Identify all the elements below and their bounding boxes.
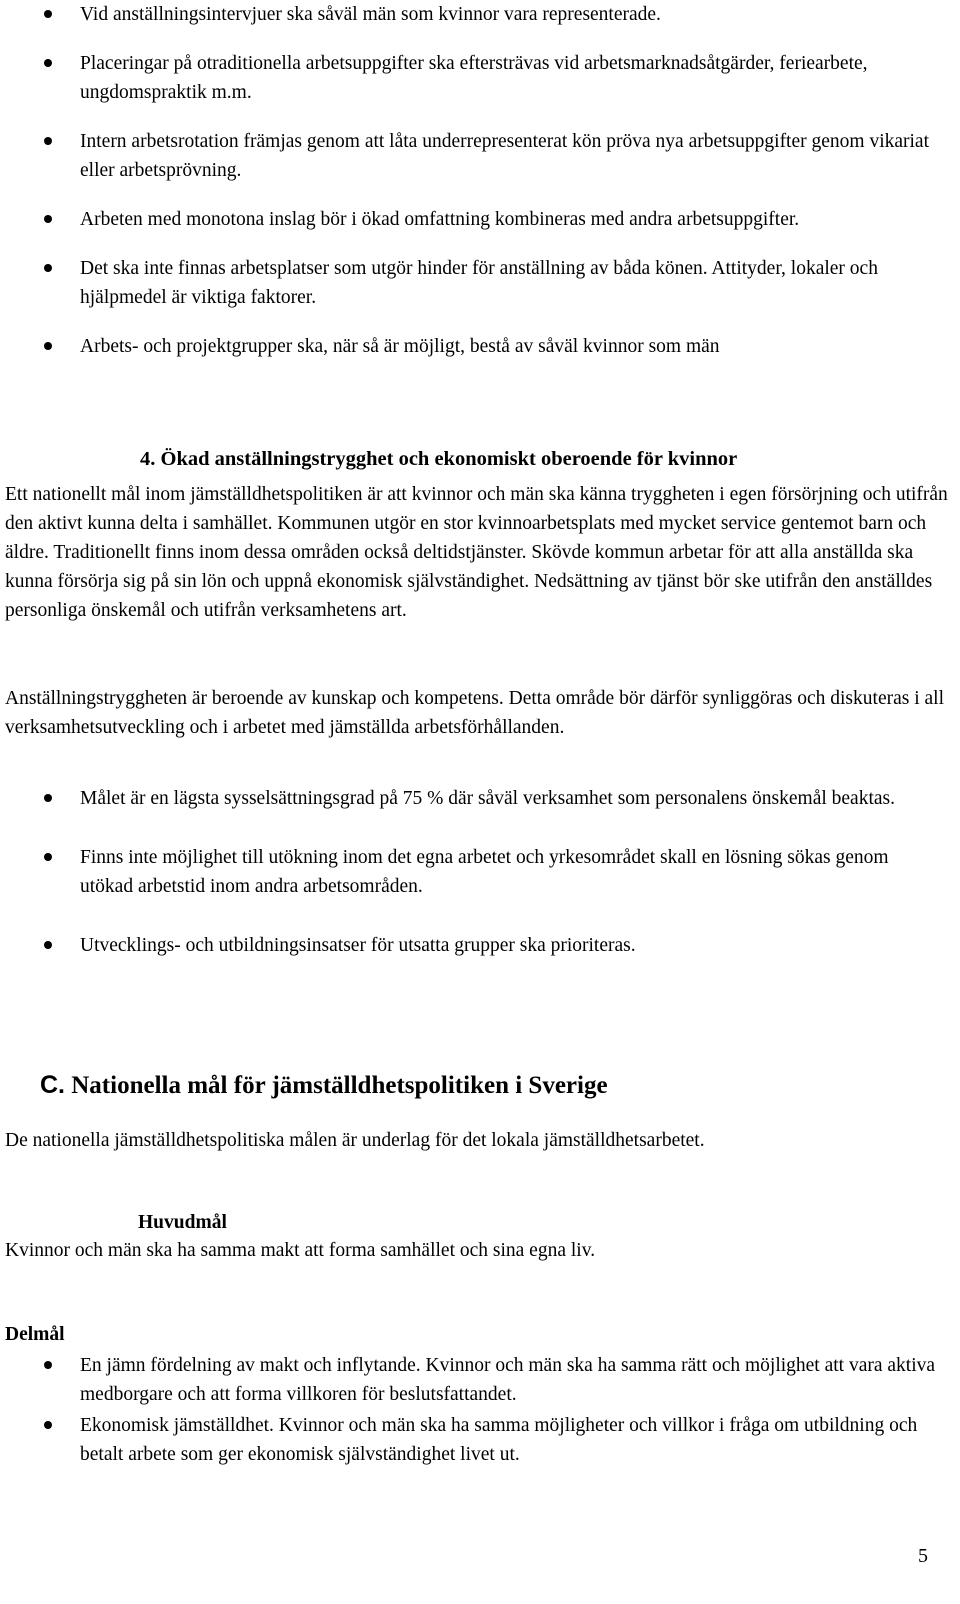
list-item xyxy=(0,931,950,960)
huvudmal-heading: Huvudmål xyxy=(138,1212,227,1233)
list-item-text: Vid anställningsintervjuer ska såväl män som kvinnor vara representerade. xyxy=(80,4,661,25)
list-item-text: Arbeten med monotona inslag bör i ökad omfattning kombineras med andra arbetsuppgifter. xyxy=(80,209,800,230)
list-item-text: Finns inte möjlighet till utökning inom det egna arbetet och yrkesområdet skall en lösning sökas genom utökad arbetstid inom andra arbetsområden. xyxy=(80,847,889,897)
list-item-text: Placeringar på otraditionella arbetsuppgifter ska eftersträvas vid arbetsmarknadsåtgärder, feriearbete, ungdomspraktik m.m. xyxy=(80,53,868,103)
list-item-text: Utvecklings- och utbildningsinsatser för utsatta grupper ska prioriteras. xyxy=(80,935,636,956)
bullet-icon xyxy=(44,137,52,145)
page-number: 5 xyxy=(918,1545,928,1567)
section-c-title: Nationella mål för jämställdhetspolitiken i Sverige xyxy=(71,1072,608,1099)
list-item xyxy=(0,1351,950,1409)
list-item-text: Det ska inte finnas arbetsplatser som utgör hinder för anställning av båda könen. Attityder, lokaler och hjälpmedel är viktiga faktorer. xyxy=(80,258,878,308)
list-item-text: Intern arbetsrotation främjas genom att låta underrepresenterat kön pröva nya arbetsuppgifter genom vikariat eller arbetsprövning. xyxy=(80,131,930,181)
bullet-icon xyxy=(44,215,52,223)
bullet-icon xyxy=(44,1421,52,1429)
list-item xyxy=(0,254,950,312)
delmal-heading: Delmål xyxy=(5,1324,65,1345)
delmal-bullet-list xyxy=(0,1351,950,1471)
bullet-icon xyxy=(44,264,52,272)
list-item xyxy=(0,332,950,361)
list-item xyxy=(0,784,950,813)
bullet-icon xyxy=(44,794,52,802)
list-item-text: Målet är en lägsta sysselsättningsgrad på 75 % där såväl verksamhet som personalens önskemål beaktas. xyxy=(80,788,895,809)
list-item xyxy=(0,127,950,185)
section-c-intro: De nationella jämställdhetspolitiska målen är underlag för det lokala jämställdhetsarbetet. xyxy=(5,1130,705,1151)
list-item-text: Ekonomisk jämställdhet. Kvinnor och män ska ha samma möjligheter och villkor i fråga om utbildning och betalt arbete som ger ekonomisk självständighet livet ut. xyxy=(80,1415,918,1465)
bullet-icon xyxy=(44,941,52,949)
bullet-icon xyxy=(44,10,52,18)
huvudmal-text: Kvinnor och män ska ha samma makt att forma samhället och sina egna liv. xyxy=(5,1240,596,1261)
bullet-icon xyxy=(44,59,52,67)
list-item xyxy=(0,0,950,29)
bullet-icon xyxy=(44,1361,52,1369)
section-c-letter: C. xyxy=(40,1071,65,1099)
list-item xyxy=(0,205,950,234)
list-item xyxy=(0,49,950,107)
list-item xyxy=(0,843,950,901)
top-bullet-list xyxy=(0,0,950,382)
list-item xyxy=(0,1411,950,1469)
bullet-icon xyxy=(44,853,52,861)
section-4-bullet-list xyxy=(0,784,950,990)
section-c-heading xyxy=(40,1068,608,1103)
section-4-heading: 4. Ökad anställningstrygghet och ekonomiskt oberoende för kvinnor xyxy=(140,448,738,470)
section-4-paragraph-1: Ett nationellt mål inom jämställdhetspolitiken är att kvinnor och män ska känna tryggheten i egen försörjning och utifrån den aktivt kunna delta i samhället. Kommunen utgör en stor kvinnoarbetsplats med mycket service gentemot barn och äldre. Traditionellt finns inom dessa områden också deltidstjänster. Skövde kommun arbetar för att alla anställda ska kunna försörja sig på sin lön och uppnå ekonomisk självständighet. Nedsättning av tjänst bör ske utifrån den anställdes personliga önskemål och utifrån verksamhetens art. xyxy=(5,484,948,621)
section-4-paragraph-2: Anställningstryggheten är beroende av kunskap och kompetens. Detta område bör därför synliggöras och diskuteras i all verksamhetsutveckling och i arbetet med jämställda arbetsförhållanden. xyxy=(5,688,944,738)
bullet-icon xyxy=(44,342,52,350)
list-item-text: En jämn fördelning av makt och inflytande. Kvinnor och män ska ha samma rätt och möjlighet att vara aktiva medborgare och att forma villkoren för beslutsfattandet. xyxy=(80,1355,936,1405)
list-item-text: Arbets- och projektgrupper ska, när så är möjligt, bestå av såväl kvinnor som män xyxy=(80,336,720,357)
